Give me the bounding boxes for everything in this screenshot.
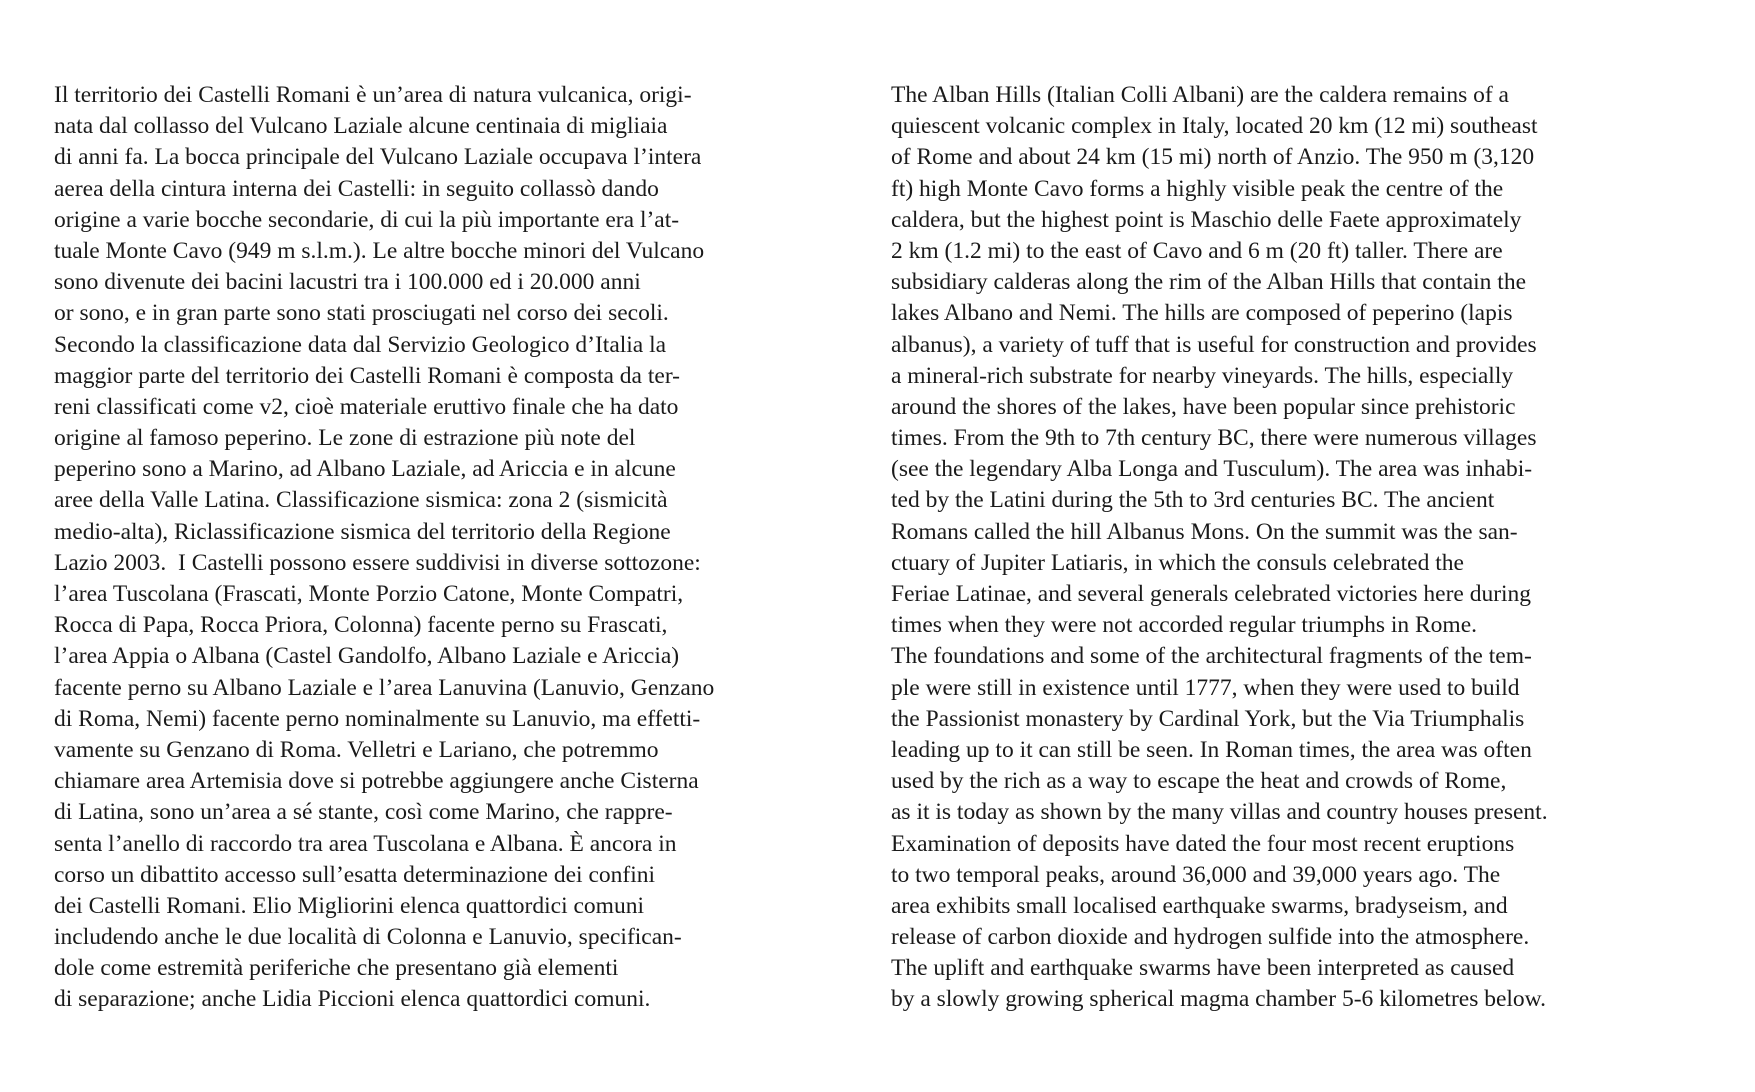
text-line: a mineral-rich substrate for nearby vineyards. The hills, especially: [891, 362, 1514, 389]
text-line: peperino sono a Marino, ad Albano Laziale, ad Ariccia e in alcune: [54, 456, 676, 483]
text-line: aree della Valle Latina. Classificazione sismica: zona 2 (sismicità: [54, 487, 668, 514]
text-line: ctuary of Jupiter Latiaris, in which the consuls celebrated the: [891, 549, 1464, 576]
text-line: sono divenute dei bacini lacustri tra i 100.000 ed i 20.000 anni: [54, 269, 641, 296]
text-line: as it is today as shown by the many villas and country houses present.: [891, 799, 1548, 826]
text-line: di anni fa. La bocca principale del Vulcano Laziale occupava l’intera: [54, 144, 702, 171]
text-line: the Passionist monastery by Cardinal York, but the Via Triumphalis: [891, 705, 1525, 732]
text-line: times. From the 9th to 7th century BC, there were numerous villages: [891, 425, 1537, 452]
text-line: maggior parte del territorio dei Castelli Romani è composta da ter-: [54, 362, 680, 389]
text-line: The uplift and earthquake swarms have been interpreted as caused: [891, 955, 1515, 982]
text-line: facente perno su Albano Laziale e l’area Lanuvina (Lanuvio, Genzano: [54, 674, 715, 701]
text-line: l’area Tuscolana (Frascati, Monte Porzio Catone, Monte Compatri,: [54, 581, 684, 607]
text-line: origine a varie bocche secondarie, di cui la più importante era l’at-: [54, 206, 680, 233]
text-line: vamente su Genzano di Roma. Velletri e Lariano, che potremmo: [54, 736, 659, 763]
text-line: to two temporal peaks, around 36,000 and 39,000 years ago. The: [891, 861, 1501, 888]
text-line: di separazione; anche Lidia Piccioni elenca quattordici comuni.: [54, 986, 651, 1013]
text-line: or sono, e in gran parte sono stati prosciugati nel corso dei secoli.: [54, 300, 669, 327]
text-line: Romans called the hill Albanus Mons. On the summit was the san-: [891, 518, 1518, 545]
text-line: used by the rich as a way to escape the heat and crowds of Rome,: [891, 768, 1507, 795]
text-line: dei Castelli Romani. Elio Migliorini elenca quattordici comuni: [54, 892, 644, 919]
text-line: Lazio 2003. I Castelli possono essere suddivisi in diverse sottozone:: [54, 549, 701, 576]
text-line: caldera, but the highest point is Maschio delle Faete approximately: [891, 206, 1522, 233]
text-line: Secondo la classificazione data dal Servizio Geologico d’Italia la: [54, 331, 667, 358]
text-line: lakes Albano and Nemi. The hills are composed of peperino (lapis: [891, 300, 1513, 327]
text-line: ple were still in existence until 1777, when they were used to build: [891, 674, 1520, 701]
text-line: senta l’anello di raccordo tra area Tuscolana e Albana. È ancora in: [54, 830, 677, 857]
text-line: tuale Monte Cavo (949 m s.l.m.). Le altre bocche minori del Vulcano: [54, 237, 705, 264]
text-line: Examination of deposits have dated the four most recent eruptions: [891, 830, 1515, 857]
text-line: albanus), a variety of tuff that is useful for construction and provides: [891, 331, 1537, 358]
text-line: around the shores of the lakes, have been popular since prehistoric: [891, 393, 1516, 420]
text-line: dole come estremità periferiche che presentano già elementi: [54, 955, 619, 982]
text-line: Feriae Latinae, and several generals celebrated victories here during: [891, 581, 1532, 607]
text-line: Rocca di Papa, Rocca Priora, Colonna) facente perno su Frascati,: [54, 612, 668, 639]
text-line: Il territorio dei Castelli Romani è un’area di natura vulcanica, origi-: [54, 82, 692, 108]
text-line: aerea della cintura interna dei Castelli: in seguito collassò dando: [54, 175, 659, 202]
text-line: corso un dibattito accesso sull’esatta determinazione dei confini: [54, 861, 656, 888]
text-line: (see the legendary Alba Longa and Tusculum). The area was inhabi-: [891, 456, 1533, 483]
text-line: area exhibits small localised earthquake swarms, bradyseism, and: [891, 892, 1508, 919]
text-line: medio-alta), Riclassificazione sismica del territorio della Regione: [54, 518, 671, 545]
text-line: subsidiary calderas along the rim of the Alban Hills that contain the: [891, 269, 1526, 296]
text-line: release of carbon dioxide and hydrogen sulfide into the atmosphere.: [891, 924, 1530, 951]
english-text-column: [891, 80, 1741, 1016]
text-line: di Latina, sono un’area a sé stante, così come Marino, che rappre-: [54, 799, 673, 826]
text-line: reni classificati come v2, cioè materiale eruttivo finale che ha dato: [54, 393, 679, 420]
text-line: 2 km (1.2 mi) to the east of Cavo and 6 m (20 ft) taller. There are: [891, 237, 1503, 264]
text-line: l’area Appia o Albana (Castel Gandolfo, Albano Laziale e Ariccia): [54, 643, 680, 670]
text-line: di Roma, Nemi) facente perno nominalmente su Lanuvio, ma effetti-: [54, 705, 701, 732]
text-line: by a slowly growing spherical magma chamber 5-6 kilometres below.: [891, 986, 1546, 1013]
text-line: ted by the Latini during the 5th to 3rd centuries BC. The ancient: [891, 487, 1495, 514]
text-line: The foundations and some of the architectural fragments of the tem-: [891, 643, 1532, 670]
text-line: The Alban Hills (Italian Colli Albani) are the caldera remains of a: [891, 82, 1509, 108]
text-line: times when they were not accorded regular triumphs in Rome.: [891, 612, 1478, 639]
text-line: of Rome and about 24 km (15 mi) north of Anzio. The 950 m (3,120: [891, 144, 1535, 171]
italian-text-column: [54, 80, 874, 1016]
text-line: includendo anche le due località di Colonna e Lanuvio, specifican-: [54, 924, 682, 951]
text-line: quiescent volcanic complex in Italy, located 20 km (12 mi) southeast: [891, 113, 1538, 140]
text-line: leading up to it can still be seen. In Roman times, the area was often: [891, 736, 1532, 763]
text-line: chiamare area Artemisia dove si potrebbe aggiungere anche Cisterna: [54, 768, 699, 795]
text-line: origine al famoso peperino. Le zone di estrazione più note del: [54, 425, 636, 452]
text-line: nata dal collasso del Vulcano Laziale alcune centinaia di migliaia: [54, 113, 668, 140]
text-line: ft) high Monte Cavo forms a highly visible peak the centre of the: [891, 175, 1504, 202]
